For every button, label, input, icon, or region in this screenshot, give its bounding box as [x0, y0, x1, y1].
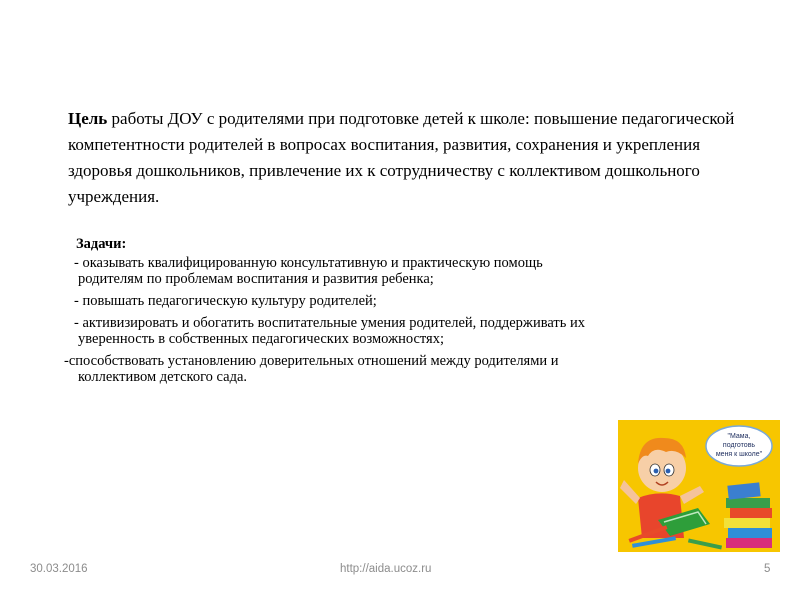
child-with-books-illustration — [618, 420, 780, 552]
speech-text: подготовь — [722, 442, 756, 449]
task-item — [74, 293, 744, 309]
task-line: -способствовать установлению доверительных отношений между родителями и — [64, 353, 559, 369]
task-line: - активизировать и обогатить воспитательные умения родителей, поддерживать их — [74, 315, 586, 331]
goal-paragraph — [68, 106, 748, 210]
footer-url[interactable]: http://aida.ucoz.ru — [340, 563, 432, 575]
task-item — [64, 353, 744, 385]
child-pupil — [654, 469, 659, 474]
task-line: родителям по проблемам воспитания и развития ребенка; — [78, 271, 434, 287]
child-pupil — [666, 469, 671, 474]
page-number: 5 — [764, 563, 771, 575]
tasks-section — [64, 236, 744, 391]
goal-text: работы ДОУ с родителями при подготовке детей к школе: повышение педагогической компетентности родителей в вопросах воспитания, развития, сохранения и укрепления здоровья дошкольников, привлечение их к сотрудничеству с коллективом дошкольного учреждения. — [68, 109, 735, 206]
task-line: - повышать педагогическую культуру родителей; — [74, 293, 377, 309]
task-line: - оказывать квалифицированную консультативную и практическую помощь — [74, 255, 543, 271]
task-line: коллективом детского сада. — [78, 369, 248, 385]
speech-text: "Мама, — [727, 433, 751, 440]
tasks-title: Задачи: — [76, 236, 127, 252]
book — [730, 508, 772, 518]
book — [726, 498, 770, 508]
book — [726, 538, 772, 548]
task-item — [74, 315, 744, 347]
book — [728, 528, 772, 538]
task-item — [74, 255, 744, 287]
book — [724, 518, 770, 528]
goal-lead: Цель — [68, 109, 108, 128]
footer-date: 30.03.2016 — [30, 563, 88, 575]
speech-text: меня к школе" — [715, 451, 763, 458]
task-line: уверенность в собственных педагогических возможностях; — [78, 331, 444, 347]
